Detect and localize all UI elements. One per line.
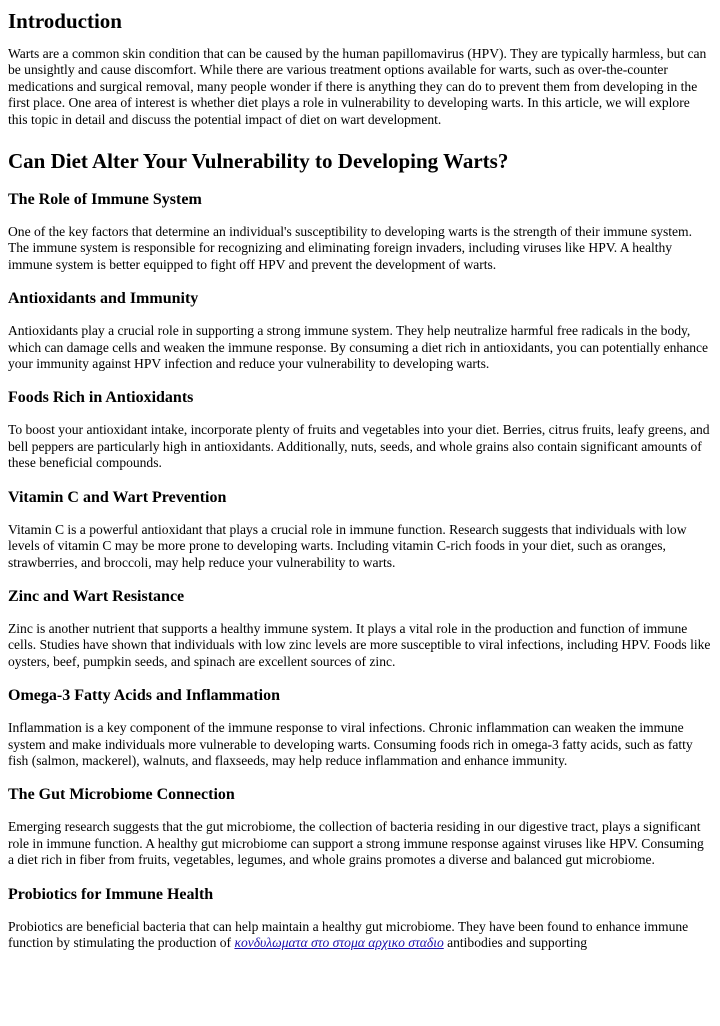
section-paragraph: Vitamin C is a powerful antioxidant that plays a crucial role in immune function. Research suggests that individuals with low levels of vitamin C may be more prone to developing warts. Including vitamin C-rich foods in your diet, such as oranges, strawberries, and broccoli, may help reduce your vulnerability to warts. [8, 521, 687, 570]
section-paragraph: Emerging research suggests that the gut microbiome, the collection of bacteria residing in our digestive tract, plays a significant role in immune function. A healthy gut microbiome can support a strong immune response against viruses like HPV. Consuming a diet rich in fiber from fruits, vegetables, legumes, and whole grains promotes a diverse and balanced gut microbiome. [8, 819, 704, 868]
section-heading: Zinc and Wart Resistance [8, 587, 185, 605]
section-paragraph: Inflammation is a key component of the immune response to viral infections. Chronic inflammation can weaken the immune system and make individuals more vulnerable to developing warts. Consuming foods rich in omega-3 fatty acids, such as fatty fish (salmon, mackerel), walnuts, and flaxseeds, may help reduce inflammation and enhance immunity. [8, 720, 693, 768]
intro-heading: Introduction [8, 9, 122, 33]
section-omega-3 [8, 686, 712, 769]
section-heading: Vitamin C and Wart Prevention [8, 488, 227, 506]
paragraph-text-end: antibodies and supporting [443, 934, 588, 950]
section-foods-antioxidants [8, 388, 712, 471]
section-paragraph: Zinc is another nutrient that supports a healthy immune system. It plays a vital role in the production and function of immune cells. Studies have shown that individuals with low zinc levels are more susceptible to viral infections, including HPV. Foods like oysters, beef, pumpkin seeds, and spinach are excellent sources of zinc. [8, 620, 711, 669]
section-paragraph: To boost your antioxidant intake, incorporate plenty of fruits and vegetables into your diet. Berries, citrus fruits, leafy greens, and bell peppers are particularly high in antioxidants. Additionally, nuts, seeds, and whole grains also contain significant amounts of these beneficial compounds. [8, 422, 710, 471]
article [0, 8, 720, 951]
section-paragraph: One of the key factors that determine an individual's susceptibility to developing warts is the strength of their immune system. The immune system is responsible for recognizing and eliminating foreign invaders, including viruses like HPV. A healthy immune system is better equipped to fight off HPV and prevent the development of warts. [8, 224, 692, 272]
section-heading: The Gut Microbiome Connection [8, 786, 235, 804]
section-paragraph [8, 919, 712, 952]
section-antioxidants-immunity [8, 289, 712, 372]
section-gut-microbiome [8, 785, 712, 868]
section-heading: Foods Rich in Antioxidants [8, 389, 194, 407]
section-heading: Omega-3 Fatty Acids and Inflammation [8, 687, 280, 705]
article-link[interactable]: κονδυλωματα στο στομα αρχικο σταδιο [234, 934, 444, 950]
section-heading: Probiotics for Immune Health [8, 885, 214, 903]
main-heading: Can Diet Alter Your Vulnerability to Developing Warts? [8, 149, 509, 174]
section-zinc [8, 587, 712, 670]
intro-paragraph: Warts are a common skin condition that can be caused by the human papillomavirus (HPV). They are typically harmless, but can be unsightly and cause discomfort. While there are various treatment options available for warts, such as over-the-counter medications and surgical removal, many people wonder if there is anything they can do to prevent them from developing in the first place. One area of interest is whether diet plays a role in vulnerability to developing warts. In this article, we will explore this topic in detail and discuss the potential impact of diet on wart development. [8, 46, 707, 127]
section-immune-system [8, 190, 712, 273]
section-heading: Antioxidants and Immunity [8, 290, 199, 308]
section-paragraph: Antioxidants play a crucial role in supporting a strong immune system. They help neutralize harmful free radicals in the body, which can damage cells and weaken the immune response. By consuming a diet rich in antioxidants, you can potentially enhance your immunity against HPV infection and reduce your vulnerability to developing warts. [8, 323, 709, 372]
section-probiotics [8, 885, 712, 952]
paragraph-text-start: Probiotics are beneficial bacteria that can help maintain a healthy gut microbiome. They have been found to enhance immune function by stimulating the production of [8, 918, 689, 950]
section-vitamin-c [8, 488, 712, 571]
section-heading: The Role of Immune System [8, 191, 202, 209]
